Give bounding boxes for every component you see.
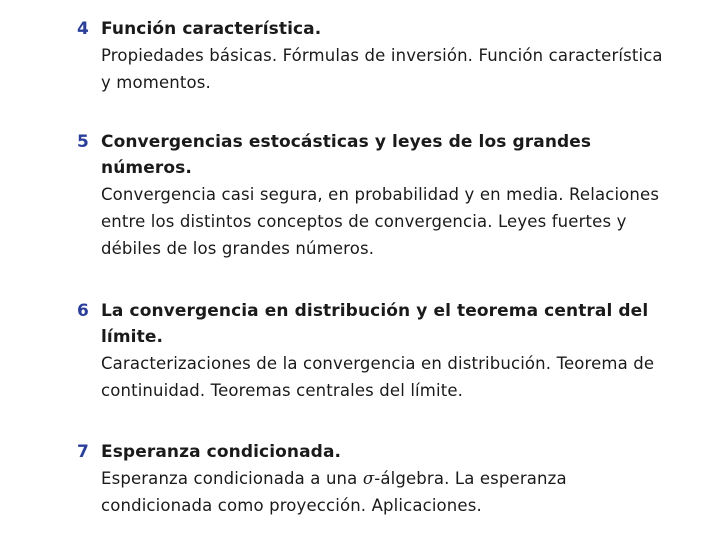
topic-number: 7 [77, 442, 89, 462]
topic-number: 4 [77, 19, 89, 39]
topic-body [101, 16, 677, 96]
topic-description [101, 465, 677, 519]
sigma-symbol: σ [362, 469, 375, 488]
topic-title: La convergencia en distribución y el teorema central del límite. [101, 301, 649, 347]
topic-body [101, 129, 677, 262]
topic-description: Convergencia casi segura, en probabilidad y en media. Relaciones entre los distintos conceptos de convergencia. Leyes fuertes y débiles de los grandes números. [101, 185, 660, 258]
topic-number: 6 [77, 301, 89, 321]
topic-title: Esperanza condicionada. [101, 442, 342, 462]
description-text-after: -álgebra. La esperanza condicionada como proyección. Aplicaciones. [101, 469, 567, 515]
topic-title: Convergencias estocásticas y leyes de los grandes números. [101, 132, 592, 178]
topic-item-7 [77, 439, 677, 519]
description-text-before: Esperanza condicionada a una [101, 469, 363, 488]
topic-description: Propiedades básicas. Fórmulas de inversión. Función característica y momentos. [101, 46, 663, 92]
topic-title: Función característica. [101, 19, 322, 39]
topic-item-4 [77, 16, 677, 96]
topic-body [101, 298, 677, 404]
topic-body [101, 439, 677, 519]
topic-number: 5 [77, 132, 89, 152]
topic-item-6 [77, 298, 677, 404]
topic-item-5 [77, 129, 677, 262]
topic-description: Caracterizaciones de la convergencia en distribución. Teorema de continuidad. Teoremas centrales del límite. [101, 354, 655, 400]
